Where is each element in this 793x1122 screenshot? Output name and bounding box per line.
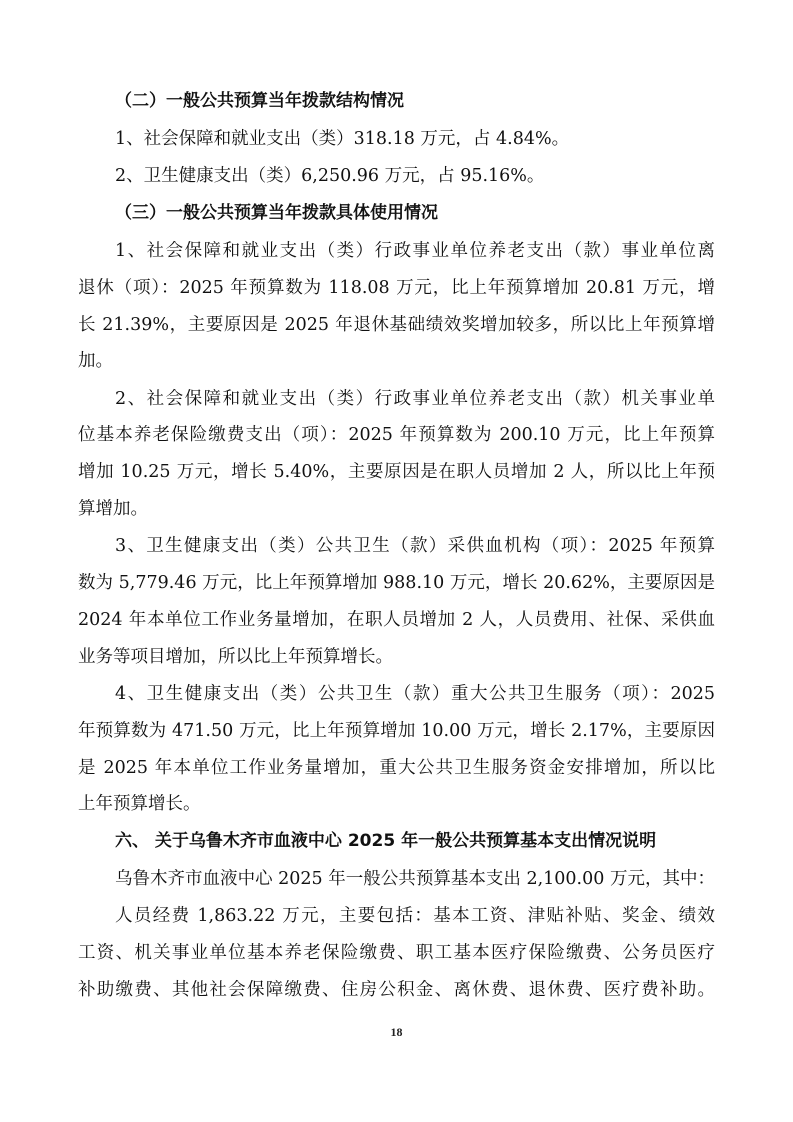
paragraph-line: 长 21.39%，主要原因是 2025 年退休基础绩效奖增加较多，所以比上年预算增 [78,315,715,335]
page-number: 18 [390,1025,403,1039]
paragraph-line: 数为 5,779.46 万元，比上年预算增加 988.10 万元，增长 20.62%，主要原因是 [78,573,715,593]
paragraph-line: 算增加。 [78,499,148,519]
paragraph-line: 1、社会保障和就业支出（类）行政事业单位养老支出（款）事业单位离 [115,241,715,261]
section-heading-appropriation-structure: （二）一般公共预算当年拨款结构情况 [115,91,404,111]
paragraph-line: 上年预算增长。 [78,794,201,814]
paragraph-line: 乌鲁木齐市血液中心 2025 年一般公共预算基本支出 2,100.00 万元，其中： [115,869,715,889]
paragraph-line: 3、卫生健康支出（类）公共卫生（款）采供血机构（项）：2025 年预算 [115,536,715,556]
paragraph-line: 人员经费 1,863.22 万元，主要包括：基本工资、津贴补贴、奖金、绩效 [115,906,715,926]
section-heading-appropriation-usage: （三）一般公共预算当年拨款具体使用情况 [115,203,438,223]
paragraph-line: 增加 10.25 万元，增长 5.40%，主要原因是在职人员增加 2 人，所以比上年预 [78,462,715,482]
paragraph-line: 加。 [78,351,113,371]
paragraph-line: 位基本养老保险缴费支出（项）：2025 年预算数为 200.10 万元，比上年预算 [78,425,715,445]
paragraph-line: 补助缴费、其他社会保障缴费、住房公积金、离休费、退休费、医疗费补助。 [78,980,715,1000]
paragraph-line: 2024 年本单位工作业务量增加，在职人员增加 2 人，人员费用、社保、采供血 [78,610,715,630]
paragraph-line: 业务等项目增加，所以比上年预算增长。 [78,647,393,667]
paragraph-line: 2、卫生健康支出（类）6,250.96 万元，占 95.16%。 [115,166,545,186]
paragraph-line: 年预算数为 471.50 万元，比上年预算增加 10.00 万元，增长 2.17%，主要原因 [78,721,715,741]
chapter-heading-basic-expenditure: 六、 关于乌鲁木齐市血液中心 2025 年一般公共预算基本支出情况说明 [115,831,657,851]
paragraph-line: 1、社会保障和就业支出（类）318.18 万元，占 4.84%。 [115,129,570,149]
paragraph-line: 工资、机关事业单位基本养老保险缴费、职工基本医疗保险缴费、公务员医疗 [78,943,715,963]
paragraph-line: 4、卫生健康支出（类）公共卫生（款）重大公共卫生服务（项）：2025 [115,684,715,704]
paragraph-line: 退休（项）：2025 年预算数为 118.08 万元，比上年预算增加 20.81 万元，增 [78,278,715,298]
paragraph-line: 2、社会保障和就业支出（类）行政事业单位养老支出（款）机关事业单 [115,389,715,409]
paragraph-line: 是 2025 年本单位工作业务量增加，重大公共卫生服务资金安排增加，所以比 [78,758,715,778]
